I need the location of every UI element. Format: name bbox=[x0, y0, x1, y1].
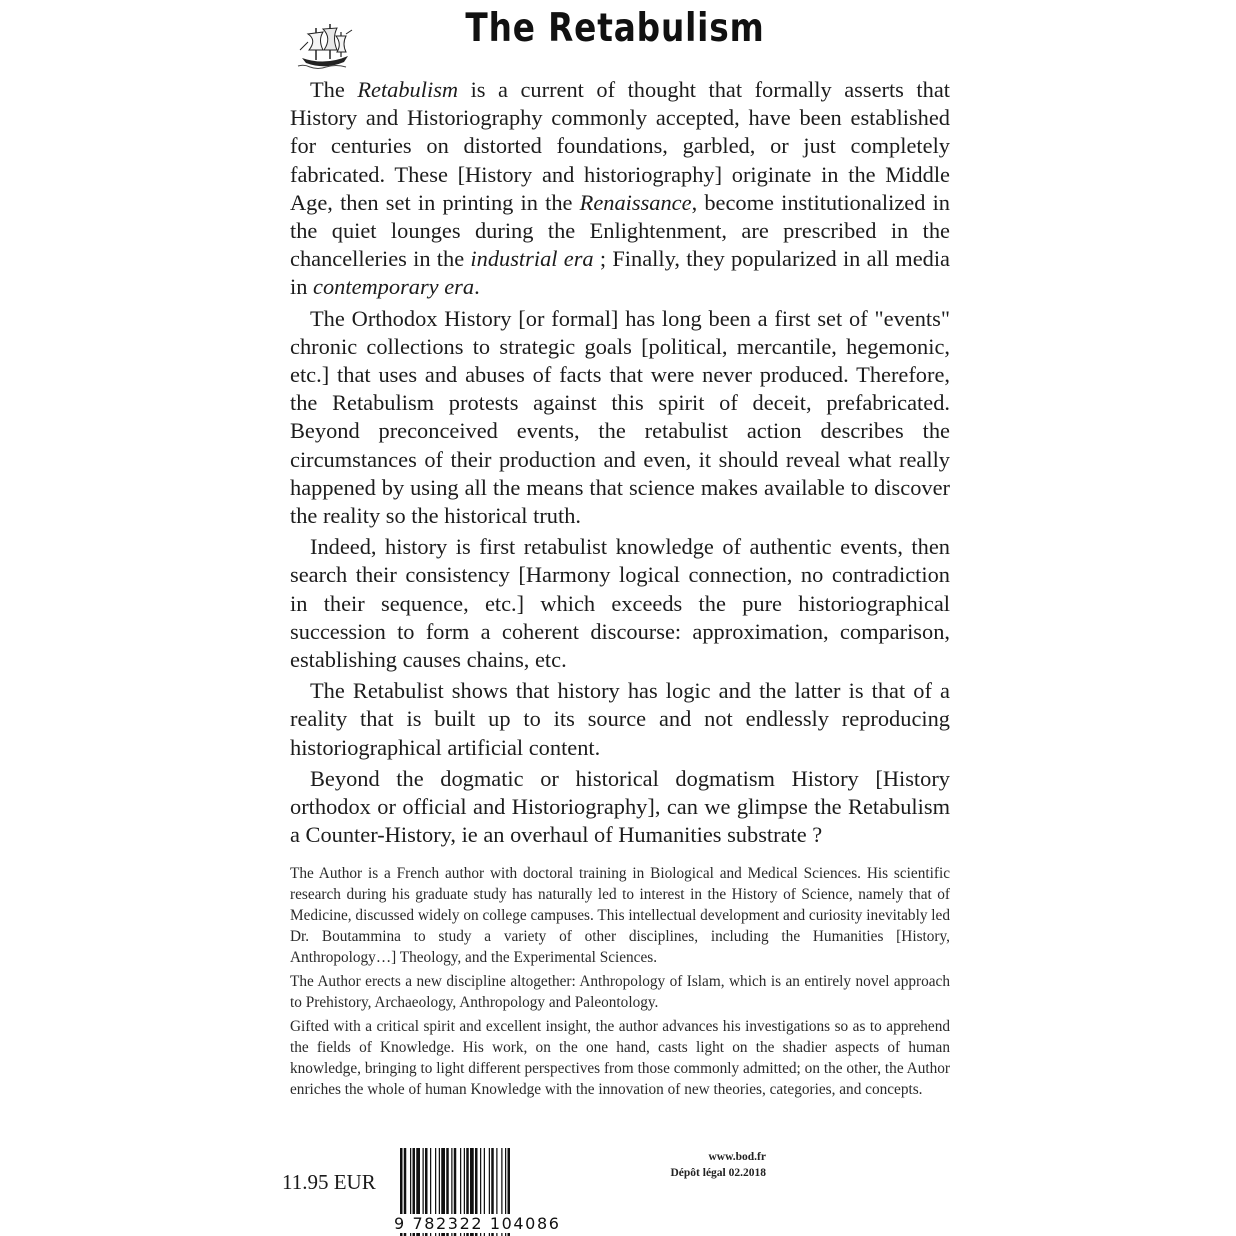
blurb-paragraph bbox=[290, 76, 950, 302]
blurb-paragraph bbox=[290, 765, 950, 850]
italic-term: Renaissance bbox=[579, 189, 692, 215]
blurb-paragraph bbox=[290, 677, 950, 762]
blurb-text bbox=[290, 76, 950, 852]
isbn-digits: 9 782322 104086 bbox=[392, 1214, 604, 1233]
publisher-website: www.bod.fr bbox=[708, 1151, 766, 1163]
blurb-run: The Orthodox History [or formal] has long been a first set of "events" chronic collections to strategic goals [political, mercantile, hegemonic, etc.] that uses and abuses of facts that were never produced. Therefore, the Retabulism protests against this spirit of deceit, prefabricated. Beyond preconceived events, the retabulist action describes the circumstances of their production and even, it should reveal what really happened by using all the means that science makes available to discover the reality so the historical truth. bbox=[290, 305, 950, 529]
blurb-run: . bbox=[474, 274, 480, 300]
blurb-run: , become institutionalized in the quiet lounges during the Enlightenment, are prescribed in the chancelleries in the bbox=[290, 189, 950, 272]
blurb-run: Beyond the dogmatic or historical dogmatism History [History orthodox or official and Historiography], can we glimpse the Retabulism a Counter-History, ie an overhaul of Humanities substrate ? bbox=[290, 765, 950, 848]
price-amount: 11.95 bbox=[282, 1170, 329, 1194]
author-bio-paragraph: The Author erects a new discipline altogether: Anthropology of Islam, which is an entirely novel approach to Prehistory, Archaeology, Anthropology and Paleontology. bbox=[290, 973, 950, 1011]
blurb-run: is a current of thought that formally asserts that History and Historiography commonly accepted, have been established for centuries on distorted foundations, garbled, or just completely fabricated. These [History and historiography] originate in the Middle Age, then set in printing in the bbox=[290, 77, 950, 215]
price-currency: EUR bbox=[333, 1170, 376, 1194]
blurb-run: The bbox=[310, 77, 358, 102]
price bbox=[282, 1170, 376, 1195]
publisher-info bbox=[636, 1149, 766, 1181]
author-bio-paragraph: The Author is a French author with doctoral training in Biological and Medical Sciences. His scientific research during his graduate study has naturally led to interest in the History of Science, namely that of Medicine, discussed widely on college campuses. This intellectual development and curiosity inevitably led Dr. Boutammina to study a variety of other disciplines, including the Humanities [History, Anthropology…] Theology, and the Experimental Sciences. bbox=[290, 865, 950, 966]
italic-term: industrial era bbox=[470, 246, 594, 272]
blurb-paragraph bbox=[290, 533, 950, 674]
book-title: The Retabulism bbox=[465, 6, 765, 51]
legal-deposit: Dépôt légal 02.2018 bbox=[670, 1167, 766, 1179]
author-bio bbox=[290, 863, 950, 1103]
italic-term: Retabulism bbox=[357, 77, 459, 102]
sailing-ship-icon bbox=[296, 20, 354, 72]
blurb-paragraph bbox=[290, 305, 950, 531]
blurb-run: Indeed, history is first retabulist knowledge of authentic events, then search their consistency [Harmony logical connection, no contradiction in their sequence, etc.] which exceeds the pure historiographical succession to form a coherent discourse: approximation, comparison, establishing causes chains, etc. bbox=[290, 534, 950, 673]
blurb-run: The Retabulist shows that history has logic and the latter is that of a reality that is built up to its source and not endlessly reproducing historiographical artificial content. bbox=[290, 678, 950, 760]
blurb-run: ; Finally, they popularized in all media in bbox=[290, 246, 950, 300]
author-bio-paragraph: Gifted with a critical spirit and excellent insight, the author advances his investigations so as to apprehend the fields of Knowledge. His work, on the one hand, casts light on the shadier aspects of human knowledge, bringing to light different perspectives from those commonly admitted; on the other, the Author enriches the whole of human Knowledge with the innovation of new theories, categories, and concepts. bbox=[290, 1018, 950, 1098]
italic-term: contemporary era bbox=[313, 274, 475, 300]
